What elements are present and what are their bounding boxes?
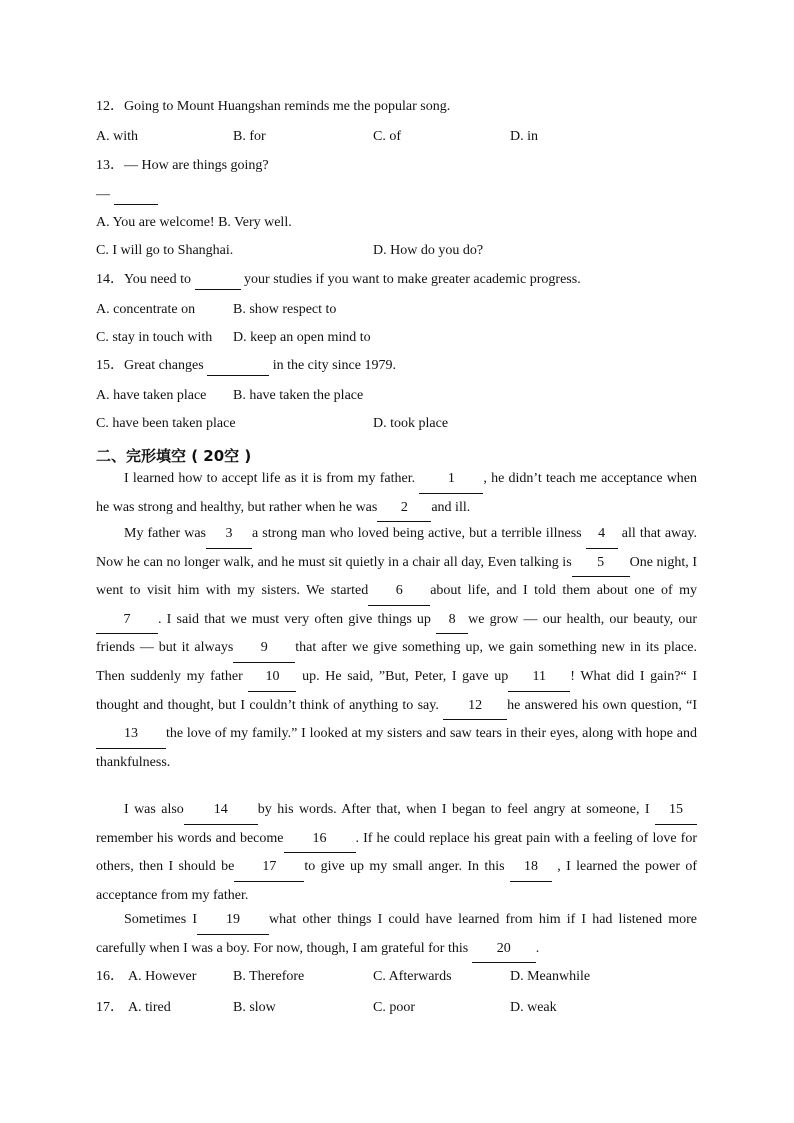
blank-7: 7 [96,606,158,635]
question-13-reply: — [96,186,158,205]
q13-option-ab: A. You are welcome! B. Very well. [96,215,292,230]
question-16-number: 16． [96,969,124,984]
q12-option-a: A. with [96,129,138,144]
q13-option-c: C. I will go to Shanghai. [96,243,234,258]
question-14-stem: 14．You need to your studies if you want to make greater academic progress. [96,271,581,290]
blank-20: 20 [472,935,536,964]
q15-option-a: A. have taken place [96,388,207,403]
blank-16: 16 [284,825,356,854]
q14-option-a: A. concentrate on [96,302,196,317]
passage-paragraph-3: I was also 14 by his words. After that, when I began to feel angry at someone, I 15remember his words and become 16 . If he could replace his great pain with a feeling of love for others, then I should be 17 to give up my small anger. In this 18 , I learned the power of acceptance from my father. [96,796,697,909]
blank-3: 3 [206,520,252,549]
q16-option-c: C. Afterwards [373,969,452,984]
q14-option-b: B. show respect to [233,302,337,317]
q15-option-d: D. took place [373,416,449,431]
q14-option-d: D. keep an open mind to [233,330,371,345]
blank-8: 8 [436,606,468,635]
blank-12: 12 [443,692,507,721]
passage-paragraph-1: I learned how to accept life as it is from my father. 1 , he didn’t teach me acceptance when he was strong and healthy, but rather when he was 2 and ill. [96,465,697,522]
blank-10: 10 [248,663,296,692]
blank-2: 2 [377,494,431,523]
blank-4: 4 [586,520,618,549]
q15-option-c: C. have been taken place [96,416,236,431]
q12-option-b: B. for [233,129,266,144]
q17-option-c: C. poor [373,1000,415,1015]
q17-option-a: A. tired [128,1000,171,1015]
question-15-stem: 15．Great changes in the city since 1979. [96,357,396,376]
blank-13: 13 [96,720,166,749]
blank-19: 19 [197,906,269,935]
q12-option-d: D. in [510,129,538,144]
blank-17: 17 [234,853,304,882]
question-12-stem: 12．Going to Mount Huangshan reminds me the popular song. [96,99,451,114]
blank-1: 1 [419,465,483,494]
section-title: 二、完形填空 ( 20空 ) [96,447,252,465]
passage-paragraph-4: Sometimes I 19 what other things I could have learned from him if I had listened more carefully when I was a boy. For now, though, I am grateful for this 20 . [96,906,697,963]
q15-option-b: B. have taken the place [233,388,364,403]
blank-9: 9 [233,634,295,663]
q16-option-d: D. Meanwhile [510,969,591,984]
blank-11: 11 [508,663,570,692]
q17-option-d: D. weak [510,1000,557,1015]
passage-paragraph-2: My father was 3 a strong man who loved being active, but a terrible illness 4 all that away. Now he can no longer walk, and he must sit quietly in a chair all day, Even talking is 5 One night, I went to visit him with my sisters. We started 6 about life, and I told them about one of my7 . I said that we must very often give things up 8 we grow — our health, our beauty, our friends — but it always 9 that after we give something up, we gain something new in its place. Then suddenly my father 10 up. He said, ”But, Peter, I gave up 11 ! What did I gain?“ I thought and thought, but I couldn’t think of anything to say. 12 he answered his own question, “I13 the love of my family.” I looked at my sisters and saw tears in their eyes, along with hope and thankfulness. [96,520,697,776]
blank-18: 18 [510,853,552,882]
question-17-number: 17． [96,1000,124,1015]
q16-option-a: A. However [128,969,197,984]
question-13-stem: 13．— How are things going? [96,158,269,173]
blank-14: 14 [184,796,258,825]
blank-6: 6 [368,577,430,606]
blank-15: 15 [655,796,697,825]
blank-5: 5 [572,549,630,578]
q16-option-b: B. Therefore [233,969,305,984]
q14-option-c: C. stay in touch with [96,330,213,345]
q17-option-b: B. slow [233,1000,276,1015]
q13-option-d: D. How do you do? [373,243,484,258]
q12-option-c: C. of [373,129,401,144]
